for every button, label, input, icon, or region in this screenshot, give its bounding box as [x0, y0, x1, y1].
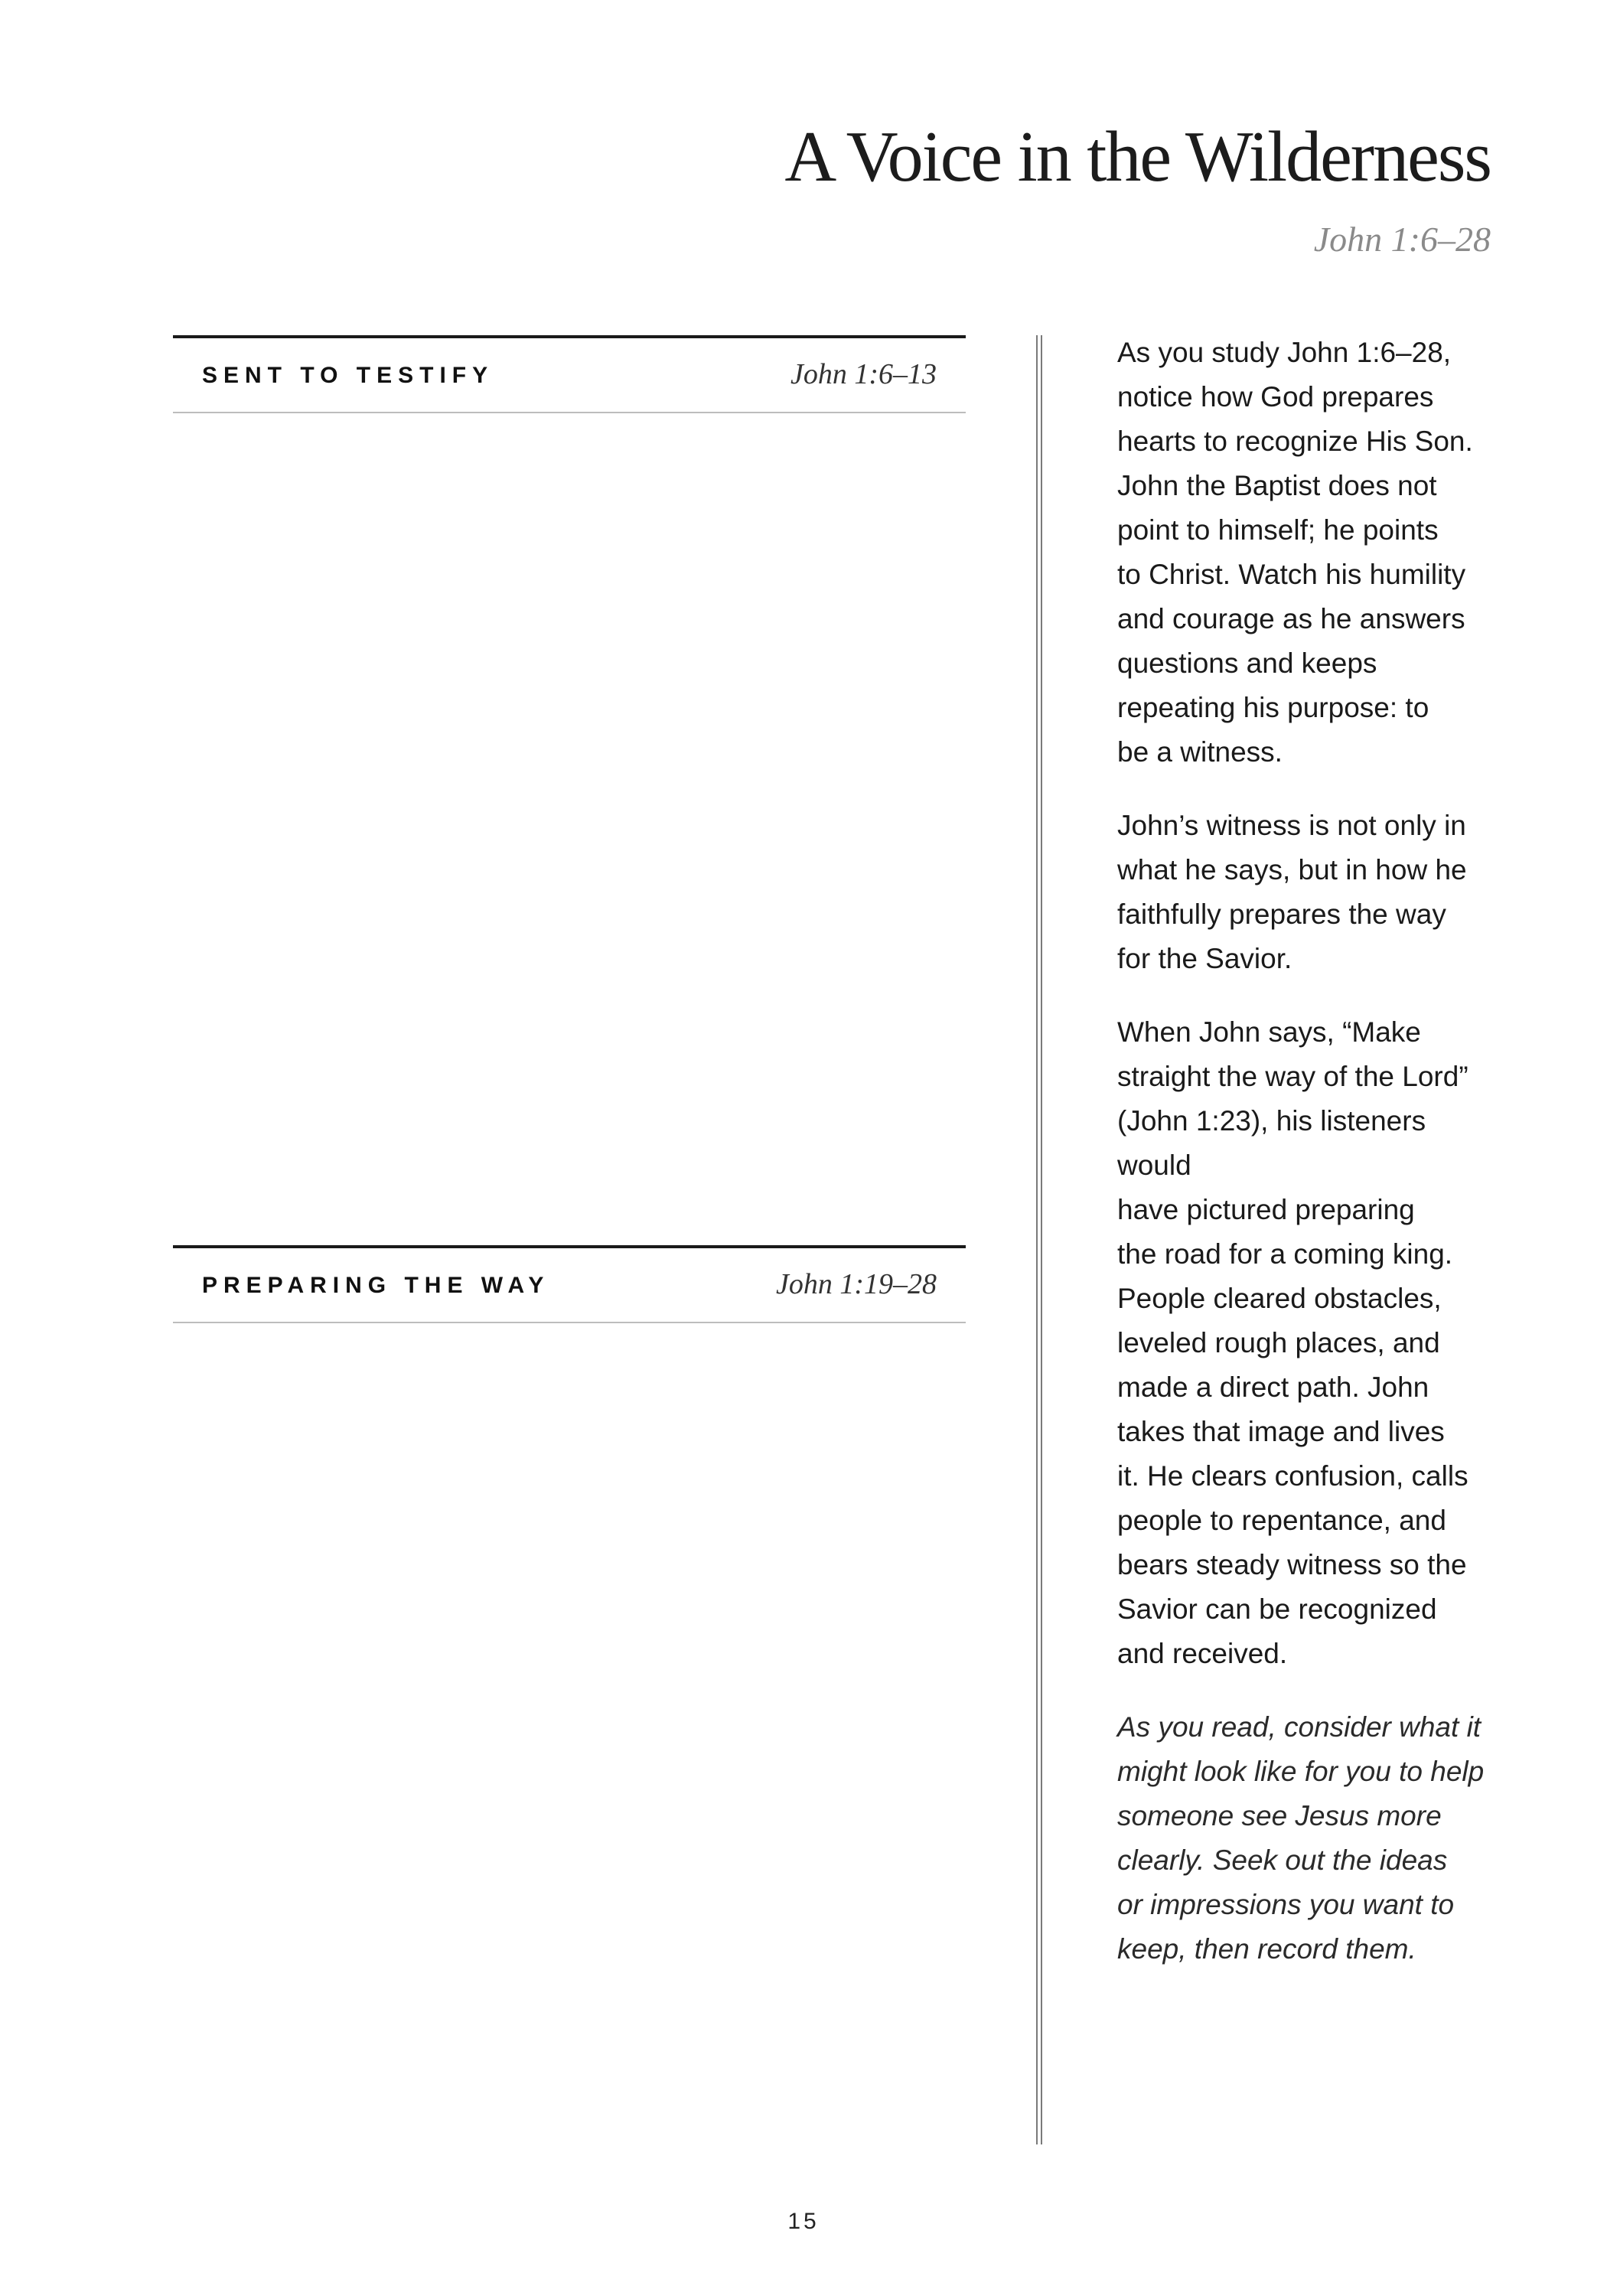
section-reference: John 1:6–13	[790, 358, 937, 390]
sidebar-paragraph	[1117, 331, 1500, 775]
sidebar-line: someone see Jesus more	[1117, 1800, 1442, 1831]
sidebar-line: questions and keeps	[1117, 647, 1377, 679]
sidebar-line: and received.	[1117, 1638, 1288, 1669]
section-bottom-rule	[173, 1322, 966, 1323]
sidebar-line: be a witness.	[1117, 736, 1283, 768]
sidebar-line: bears steady witness so the	[1117, 1549, 1467, 1580]
sidebar-line: leveled rough places, and	[1117, 1327, 1440, 1358]
section-reference: John 1:19–28	[775, 1268, 937, 1300]
sidebar-line: John’s witness is not only in	[1117, 810, 1466, 841]
page-title: A Voice in the Wilderness	[784, 117, 1491, 197]
sidebar-line: Savior can be recognized	[1117, 1593, 1437, 1625]
sidebar-line: made a direct path. John	[1117, 1371, 1429, 1403]
section-header	[173, 338, 966, 412]
page-reference: John 1:6–28	[1313, 220, 1491, 259]
section-bottom-rule	[173, 412, 966, 413]
sidebar-line: for the Savior.	[1117, 943, 1292, 974]
sidebar-line: As you read, consider what it	[1117, 1711, 1482, 1743]
sidebar-line: have pictured preparing	[1117, 1194, 1415, 1225]
sidebar-line: people to repentance, and	[1117, 1505, 1446, 1536]
sidebar-line: faithfully prepares the way	[1117, 899, 1446, 930]
sidebar-line: hearts to recognize His Son.	[1117, 426, 1473, 457]
sidebar-line: what he says, but in how he	[1117, 854, 1467, 885]
section-preparing-the-way	[173, 1245, 966, 1323]
sidebar-paragraph	[1117, 804, 1500, 981]
sidebar-line: (John 1:23), his listeners would	[1117, 1105, 1426, 1181]
page-number: 15	[787, 2209, 820, 2234]
sidebar-line: might look like for you to help	[1117, 1756, 1485, 1787]
sidebar-text	[1117, 331, 1500, 2001]
sidebar-line: and courage as he answers	[1117, 603, 1465, 634]
sidebar-line: keep, then record them.	[1117, 1933, 1416, 1965]
sidebar-line: notice how God prepares	[1117, 381, 1434, 413]
sidebar-line: the road for a coming king.	[1117, 1238, 1453, 1270]
sidebar-paragraph	[1117, 1705, 1500, 1971]
sidebar-line: repeating his purpose: to	[1117, 692, 1429, 723]
sidebar-line: or impressions you want to	[1117, 1889, 1455, 1920]
sidebar-line: When John says, “Make	[1117, 1016, 1421, 1048]
section-header	[173, 1248, 966, 1322]
sidebar-line: clearly. Seek out the ideas	[1117, 1844, 1448, 1876]
sidebar-line: People cleared obstacles,	[1117, 1283, 1442, 1314]
sidebar-paragraph	[1117, 1010, 1500, 1676]
sidebar-line: point to himself; he points	[1117, 514, 1439, 546]
sidebar-line: it. He clears confusion, calls	[1117, 1460, 1468, 1492]
section-sent-to-testify	[173, 335, 966, 413]
section-label: SENT TO TESTIFY	[202, 363, 494, 388]
sidebar-line: John the Baptist does not	[1117, 470, 1437, 501]
column-divider	[1036, 335, 1042, 2144]
sidebar-line: to Christ. Watch his humility	[1117, 559, 1466, 590]
section-label: PREPARING THE WAY	[202, 1273, 550, 1298]
sidebar-line: As you study John 1:6–28,	[1117, 337, 1452, 368]
sidebar-line: straight the way of the Lord”	[1117, 1061, 1468, 1092]
sidebar-line: takes that image and lives	[1117, 1416, 1445, 1447]
